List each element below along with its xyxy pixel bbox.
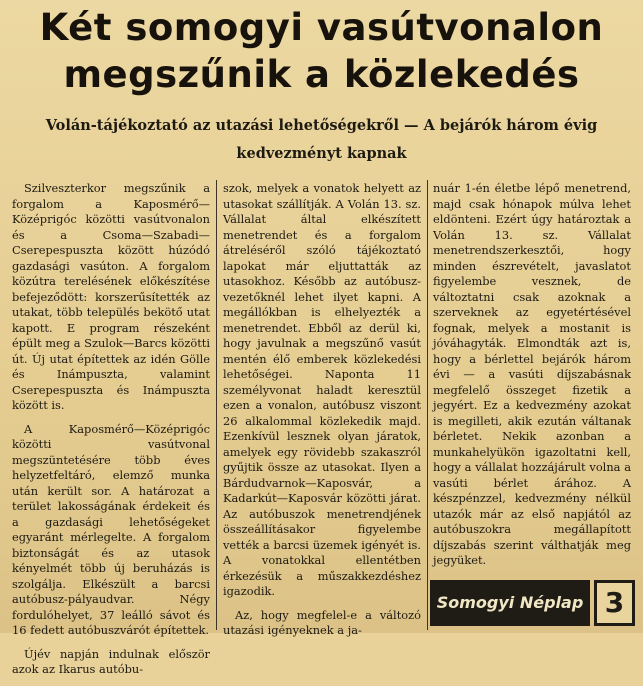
article-column-3 <box>433 181 631 577</box>
paragraph: Szilveszterkor megszűnik a forgalom a Kaposmérő—Középrigóc közötti vasútvonalon és a Csoma—Szabadi—Cserepespuszta között húzódó gazdasági vasúton. A forgalom közútra terelésének előkészítése befejeződött: korszerűsítették az utakat, több település bekötő utat kapott. E program részeként épült meg a Szulok—Barcs közötti út. Új utat építettek az idén Gölle és Inámpuszta, valamint Cserepespuszta és Inámpuszta között is. <box>12 181 210 412</box>
paragraph: nuár 1-én életbe lépő menetrend, majd csak hónapok múlva lehet eldönteni. Ezért úgy határoztak a Volán 13. sz. Vállalat menetrendszerkesztői, hogy minden észrevételt, javaslatot figyelembe vesznek, de változtatni csak azoknak a szerveknek az egyetértésével fognak, melyek a mostanit is jóváhagyták. Elmondták azt is, hogy a bérlettel bejárók három évi — a vasúti díjszabásnak megfelelő összeget fizetik a jegyért. Ez a kedvezmény azokat is megilleti, akik ezután váltanak bérletet. Nekik azonban a munkahelyükön igazoltatni kell, hogy a vállalat hozzájárult volna a vasúti bérlet árához. A készpénzzel, kedvezmény nélkül utazók már az első napjától az autóbuszokra megállapított díjszabás szerint válthatják meg jegyüket. <box>433 181 631 567</box>
newspaper-name: Somogyi Néplap <box>430 580 590 626</box>
column-divider <box>427 180 428 630</box>
headline <box>0 4 643 98</box>
page-number: 3 <box>594 580 635 626</box>
headline-line-1: Két somogyi vasútvonalon <box>39 6 604 49</box>
article-column-2 <box>223 181 421 647</box>
masthead-logo <box>430 580 635 626</box>
headline-line-2: megszűnik a közlekedés <box>63 53 580 96</box>
paragraph: Újév napján indulnak először azok az Ikarus autóbu- <box>12 646 210 676</box>
subheadline: Volán-tájékoztató az utazási lehetőségekről — A bejárók három évig kedvezményt kapnak <box>45 117 598 162</box>
paragraph: szok, melyek a vonatok helyett az utasokat szállítják. A Volán 13. sz. Vállalat által elkészített menetrendet és a forgalom átreléséről szóló tájékoztató lapokat már eljuttatták az utasokhoz. Később az autóbusz-vezetőknél lehet ilyet kapni. A megállókban is elhelyezték a menetrendet. Ebből az derül ki, hogy javulnak a megszűnő vasút mentén élő emberek közlekedési lehetőségei. Naponta 11 személyvonat haladt keresztül ezen a vonalon, autóbusz viszont 26 alkalommal közlekedik majd. Ezenkívül lesznek olyan járatok, amelyek egy rövidebb szakaszról gyűjtik össze az utasokat. Ilyen a Bárdudvarnok—Kaposvár, a Kadarkút—Kaposvár közötti járat. Az autóbuszok menetrendjének összeállításakor figyelembe vették a barcsi üzemek igényét is. A vonatokkal ellentétben érkezésük a műszakkezdéshez igazodik. <box>223 181 421 598</box>
paragraph: A Kaposmérő—Középrigóc közötti vasútvonal megszüntetésére több éves helyzetfeltáró, elemző munka után került sor. A határozat a terület lakosságának érdekeit és a gazdasági lehetőségeket egyaránt mérlegelte. A forgalom biztonságát és az utasok kényelmét több új beruházás is szolgálja. Elkészült a barcsi autóbusz-pályaudvar. Négy fordulóhelyet, 37 leálló sávot és 16 fedett autóbuszvárót építettek. <box>12 421 210 637</box>
column-divider <box>216 180 217 630</box>
paragraph: Az, hogy megfelel-e a változó utazási igényeknek a ja- <box>223 607 421 637</box>
article-column-1 <box>12 181 210 686</box>
